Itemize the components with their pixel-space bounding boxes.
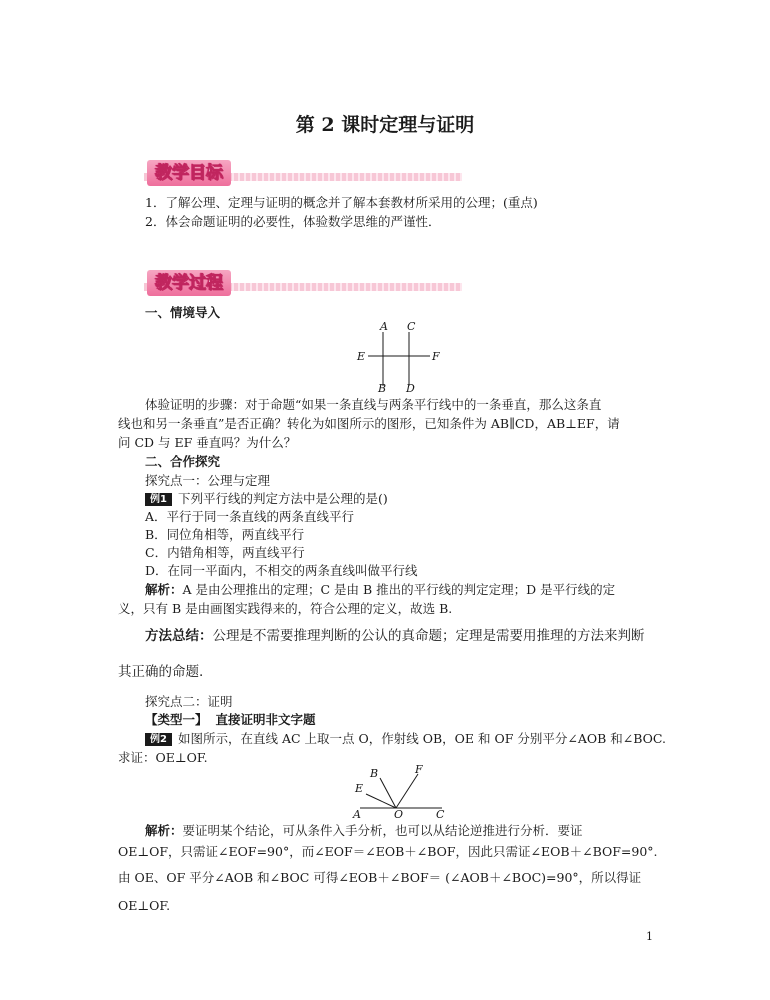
fig2-label-b: B bbox=[370, 767, 379, 780]
ray-of bbox=[396, 774, 418, 808]
analysis-line bbox=[145, 823, 583, 839]
intro-text: 体验证明的步骤：对于命题“如果一条直线与两条平行线中的一条垂直，那么这条直 bbox=[145, 397, 602, 412]
example-badge: 例2 bbox=[145, 733, 172, 746]
page-title: 第 2 课时定理与证明 bbox=[295, 114, 475, 136]
page-number: 1 bbox=[646, 930, 653, 943]
example-question bbox=[145, 491, 388, 507]
example-badge: 例1 bbox=[145, 493, 172, 506]
option-item: B．同位角相等，两直线平行 bbox=[145, 527, 305, 542]
banner-label: 教学过程 bbox=[147, 270, 231, 296]
goal-item: 1．了解公理、定理与证明的概念并了解本套教材所采用的公理；(重点) bbox=[145, 195, 538, 210]
intro-text: 问 CD 与 EF 垂直吗？为什么？ bbox=[118, 435, 297, 450]
analysis-label: 解析： bbox=[145, 582, 183, 597]
fig2-label-c: C bbox=[436, 808, 445, 821]
method-summary-cont: 其正确的命题. bbox=[118, 664, 204, 680]
analysis-line bbox=[145, 582, 615, 598]
fig1-label-e: E bbox=[357, 350, 366, 363]
fig2-label-e: E bbox=[355, 782, 364, 795]
analysis-text: A 是由公理推出的定理；C 是由 B 推出的平行线的判定定理；D 是平行线的定 bbox=[182, 582, 616, 597]
section-banner-process bbox=[144, 270, 462, 300]
analysis-line: OE⊥OF. bbox=[118, 898, 171, 913]
analysis-line: OE⊥OF，只需证∠EOF=90°，而∠EOF＝∠EOB＋∠BOF，因此只需证∠EOB＋∠BOF=90°. bbox=[118, 844, 658, 859]
example-question bbox=[145, 731, 666, 747]
fig2-label-f: F bbox=[415, 763, 423, 776]
section-heading: 一、情境导入 bbox=[145, 305, 221, 320]
type-heading bbox=[145, 712, 316, 728]
intro-text: 线也和另一条垂直”是否正确？转化为如图所示的图形，已知条件为 AB∥CD，AB⊥EF，请 bbox=[118, 416, 620, 431]
method-label: 方法总结： bbox=[145, 628, 213, 644]
fig1-label-d: D bbox=[406, 382, 415, 395]
fig1-label-f: F bbox=[432, 350, 440, 363]
analysis-text: 要证明某个结论，可从条件入手分析，也可以从结论逆推进行分析．要证 bbox=[182, 823, 583, 838]
goal-item: 2．体会命题证明的必要性，体验数学思维的严谨性． bbox=[145, 214, 441, 229]
analysis-label: 解析： bbox=[145, 823, 183, 838]
fig2-label-o: O bbox=[394, 808, 404, 821]
method-summary bbox=[145, 628, 645, 644]
analysis-line: 由 OE、OF 平分∠AOB 和∠BOC 可得∠EOB＋∠BOF＝ (∠AOB＋∠BOC)=90°，所以得证 bbox=[118, 870, 642, 885]
method-text: 公理是不需要推理判断的公认的真命题；定理是需要用推理的方法来判断 bbox=[212, 628, 645, 644]
fig1-label-b: B bbox=[378, 382, 387, 395]
fig2-label-a: A bbox=[353, 808, 361, 821]
type-bracket: 【类型一】 bbox=[145, 712, 208, 727]
question-text: 求证：OE⊥OF. bbox=[118, 750, 208, 765]
ray-ob bbox=[380, 778, 396, 808]
section-heading: 二、合作探究 bbox=[145, 454, 221, 469]
fig1-label-c: C bbox=[407, 320, 416, 333]
banner-label: 教学目标 bbox=[147, 160, 231, 186]
explore-heading: 探究点二：证明 bbox=[145, 694, 233, 709]
analysis-line: 义，只有 B 是由画图实践得来的，符合公理的定义，故选 B. bbox=[118, 601, 453, 616]
option-item: D．在同一平面内，不相交的两条直线叫做平行线 bbox=[145, 563, 418, 578]
type-text: 直接证明非文字题 bbox=[215, 712, 316, 727]
fig1-label-a: A bbox=[380, 320, 388, 333]
section-banner-goals bbox=[144, 160, 462, 190]
option-item: C．内错角相等，两直线平行 bbox=[145, 545, 305, 560]
question-text: 下列平行线的判定方法中是公理的是() bbox=[178, 491, 388, 506]
explore-heading: 探究点一：公理与定理 bbox=[145, 473, 271, 488]
ray-oe bbox=[366, 794, 396, 808]
question-text: 如图所示，在直线 AC 上取一点 O，作射线 OB，OE 和 OF 分别平分∠AOB 和∠BOC. bbox=[178, 731, 667, 746]
option-item: A．平行于同一条直线的两条直线平行 bbox=[145, 509, 355, 524]
